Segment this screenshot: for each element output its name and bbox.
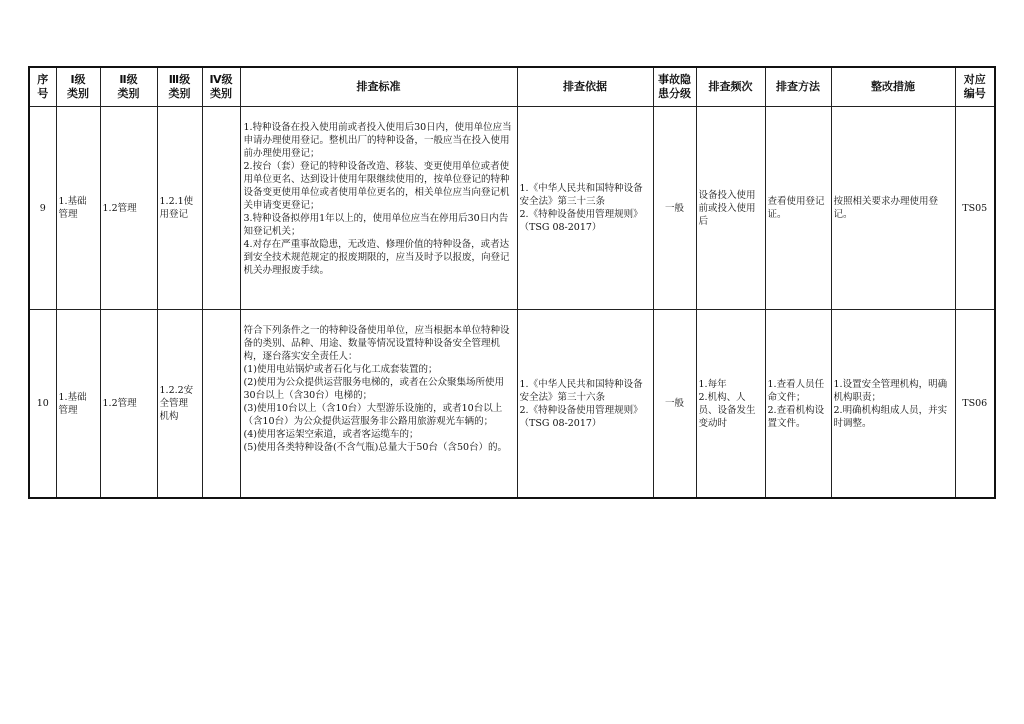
standard-line: (2)使用为公众提供运营服务电梯的，或者在公众聚集场所使用30台以上（含30台）电梯的； <box>243 377 504 401</box>
cell-level1: 1.基础 管理 <box>56 310 100 499</box>
header-measures: 整改措施 <box>831 67 955 107</box>
cell-no: 9 <box>29 107 56 310</box>
cell-level4 <box>202 107 240 310</box>
basis-line: 2.《特种设备使用管理规则》（TSG 08-2017） <box>519 209 643 233</box>
cell-level2: 1.2管理 <box>100 107 157 310</box>
header-level3: Ⅲ级 类别 <box>157 67 202 107</box>
header-basis: 排查依据 <box>517 67 653 107</box>
method-line: 2.查看机构设置文件。 <box>767 404 825 429</box>
cell-frequency <box>696 310 765 499</box>
header-method: 排查方法 <box>765 67 831 107</box>
cell-basis <box>517 107 653 310</box>
cell-basis <box>517 310 653 499</box>
measures-line: 2.明确机构组成人员，并实时调整。 <box>833 404 948 429</box>
frequency-line: 设备投入使用前或投入使用后 <box>698 189 756 227</box>
frequency-line: 1.每年 <box>698 378 727 390</box>
measures-line: 1.设置安全管理机构，明确机构职责； <box>833 378 948 403</box>
header-grade: 事故隐 患分级 <box>653 67 696 107</box>
standard-line: (4)使用客运架空索道，或者客运缆车的； <box>243 429 419 440</box>
standard-line: 符合下列条件之一的特种设备使用单位，应当根据本单位特种设备的类别、品种、用途、数量等情况设置特种设备安全管理机构，逐台落实安全责任人： <box>243 325 510 362</box>
method-line: 查看使用登记证。 <box>767 196 825 220</box>
standard-line: 1.特种设备在投入使用前或者投入使用后30日内，使用单位应当申请办理使用登记。整机出厂的特种设备，一般应当在投入使用前办理使用登记； <box>243 122 512 159</box>
cell-code: TS05 <box>955 107 995 310</box>
frequency-line: 2.机构、人员、设备发生变动时 <box>698 391 756 429</box>
cell-level3: 1.2.1使 用登记 <box>157 107 202 310</box>
basis-line: 1.《中华人民共和国特种设备安全法》第三十三条 <box>519 183 643 207</box>
hazard-checklist-table <box>28 66 996 499</box>
cell-standard <box>240 107 517 310</box>
header-level4: Ⅳ级 类别 <box>202 67 240 107</box>
cell-method <box>765 310 831 499</box>
cell-level4 <box>202 310 240 499</box>
cell-method <box>765 107 831 310</box>
header-code: 对应 编号 <box>955 67 995 107</box>
header-no: 序号 <box>29 67 56 107</box>
table-row <box>29 107 995 310</box>
header-row <box>29 67 995 107</box>
standard-line: 3.特种设备拟停用1年以上的，使用单位应当在停用后30日内告知登记机关； <box>243 213 509 237</box>
basis-line: 1.《中华人民共和国特种设备安全法》第三十六条 <box>519 378 643 403</box>
table-row <box>29 310 995 499</box>
cell-level2: 1.2管理 <box>100 310 157 499</box>
cell-standard <box>240 310 517 499</box>
cell-measures <box>831 310 955 499</box>
cell-level1: 1.基础 管理 <box>56 107 100 310</box>
cell-grade: 一般 <box>653 107 696 310</box>
standard-line: 2.按台（套）登记的特种设备改造、移装、变更使用单位或者使用单位更名、达到设计使用年限继续使用的，按单位登记的特种设备变更使用单位或者使用单位更名的，相关单位应当向登记机关申请变更登记； <box>243 161 510 211</box>
header-standard: 排查标准 <box>240 67 517 107</box>
cell-frequency <box>696 107 765 310</box>
standard-line: 4.对存在严重事故隐患，无改造、修理价值的特种设备，或者达到安全技术规范规定的报废期限的，应当及时予以报废，向登记机关办理报废手续。 <box>243 239 510 276</box>
measures-line: 按照相关要求办理使用登记。 <box>833 196 939 220</box>
header-frequency: 排查频次 <box>696 67 765 107</box>
standard-line: (5)使用各类特种设备(不含气瓶)总量大于50台（含50台）的。 <box>243 442 508 453</box>
cell-code: TS06 <box>955 310 995 499</box>
standard-line: (3)使用10台以上（含10台）大型游乐设施的，或者10台以上（含10台）为公众提供运营服务非公路用旅游观光车辆的； <box>243 403 503 427</box>
cell-measures <box>831 107 955 310</box>
basis-line: 2.《特种设备使用管理规则》（TSG 08-2017） <box>519 404 643 429</box>
header-level1: Ⅰ级 类别 <box>56 67 100 107</box>
cell-level3: 1.2.2安 全管理 机构 <box>157 310 202 499</box>
standard-line: (1)使用电站锅炉或者石化与化工成套装置的； <box>243 364 438 375</box>
method-line: 1.查看人员任命文件； <box>767 378 825 403</box>
cell-grade: 一般 <box>653 310 696 499</box>
header-level2: Ⅱ级 类别 <box>100 67 157 107</box>
cell-no: 10 <box>29 310 56 499</box>
